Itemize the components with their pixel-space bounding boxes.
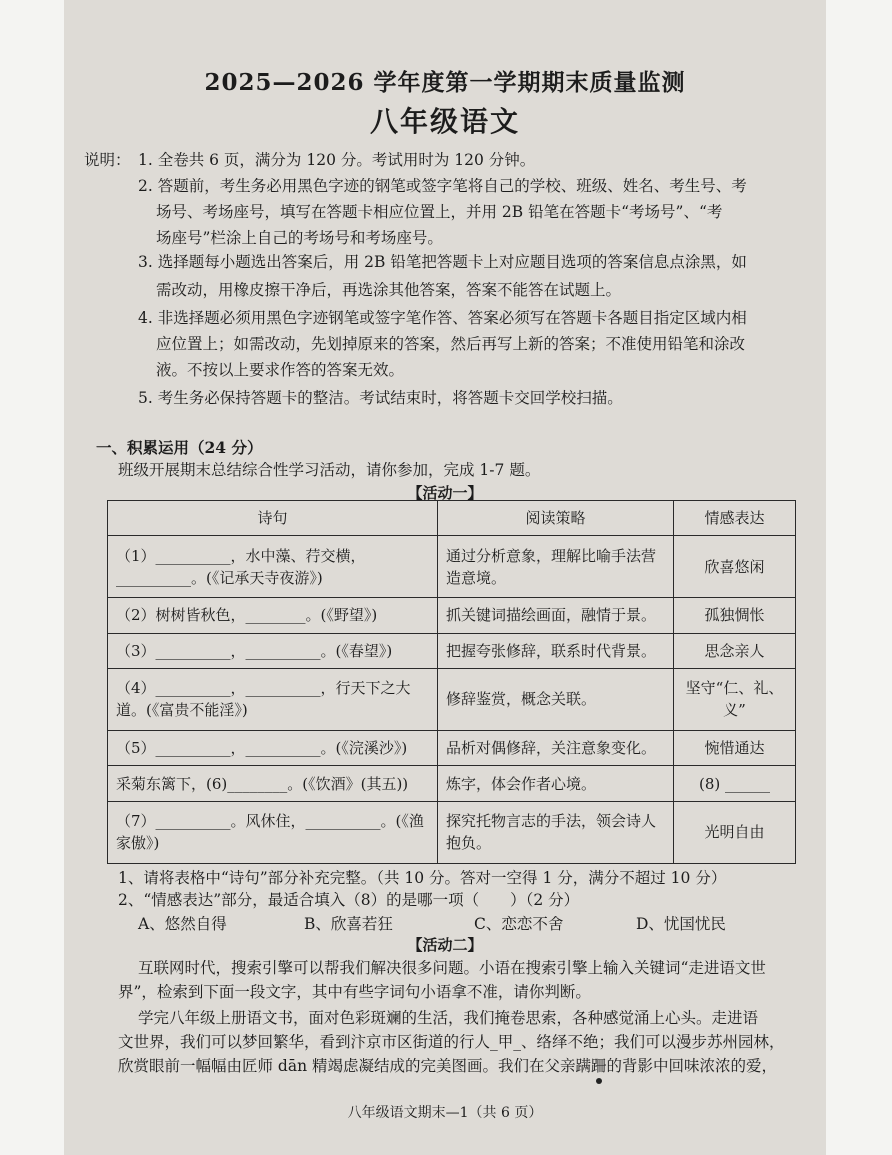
strategy-cell: 探究托物言志的手法，领会诗人抱负。 — [438, 801, 674, 863]
strategy-cell: 抓关键词描绘画面，融情于景。 — [438, 598, 674, 633]
strategy-cell: 修辞鉴赏，概念关联。 — [438, 668, 674, 730]
poem-cell[interactable]: （2）树树皆秋色，________。(《野望》) — [108, 598, 438, 633]
instruction-1: 1. 全卷共 6 页，满分为 120 分。考试用时为 120 分钟。 — [138, 151, 536, 169]
table-row — [108, 598, 796, 633]
activity-2-para1-line1: 互联网时代，搜索引擎可以帮我们解决很多问题。小语在搜索引擎上输入关键词“走进语文世 — [138, 959, 766, 977]
emotion-cell: 光明自由 — [674, 801, 796, 863]
instruction-2-cont: 场号、考场座号，填写在答题卡相应位置上，并用 2B 铅笔在答题卡“考场号”、“考 — [156, 203, 723, 221]
scan-margin-right — [826, 0, 892, 1155]
table-row — [108, 668, 796, 730]
question-1: 1、请将表格中“诗句”部分补充完整。（共 10 分。答对一空得 1 分，满分不超过 10 分） — [118, 869, 727, 887]
activity-2-para2-line2: 文世界，我们可以梦回繁华，看到汴京市区街道的行人_甲_、络绎不绝；我们可以漫步苏州园林， — [118, 1033, 785, 1051]
table-row — [108, 766, 796, 801]
emotion-cell: 坚守“仁、礼、义” — [674, 668, 796, 730]
header-emotion: 情感表达 — [674, 501, 796, 536]
header-poem: 诗句 — [108, 501, 438, 536]
section-intro: 班级开展期末总结综合性学习活动，请你参加，完成 1-7 题。 — [118, 461, 541, 479]
strategy-cell: 品析对偶修辞，关注意象变化。 — [438, 731, 674, 766]
table-row — [108, 536, 796, 598]
exam-title: 2025—2026 学年度第一学期期末质量监测 — [204, 69, 686, 96]
poem-cell[interactable]: 采菊东篱下，(6)________。(《饮酒》(其五)) — [108, 766, 438, 801]
poem-cell[interactable]: （5）__________，__________。(《浣溪沙》) — [108, 731, 438, 766]
exam-paper — [64, 0, 826, 1155]
poem-cell[interactable]: （1）__________，水中藻、荇交横，__________。(《记承天寺夜游》) — [108, 536, 438, 598]
activity-2-title: 【活动二】 — [407, 936, 483, 954]
strategy-cell: 通过分析意象，理解比喻手法营造意境。 — [438, 536, 674, 598]
option-b[interactable]: B、欣喜若狂 — [304, 915, 393, 933]
option-a[interactable]: A、悠然自得 — [138, 915, 227, 933]
activity-1-table — [107, 500, 796, 864]
emotion-cell: 孤独惆怅 — [674, 598, 796, 633]
instruction-5: 5. 考生务必保持答题卡的整洁。考试结束时，将答题卡交回学校扫描。 — [138, 389, 623, 407]
table-row — [108, 731, 796, 766]
activity-2-para2-line1: 学完八年级上册语文书，面对色彩斑斓的生活，我们掩卷思索，各种感觉涌上心头。走进语 — [138, 1009, 759, 1027]
table-header-row — [108, 501, 796, 536]
table-row — [108, 801, 796, 863]
scan-margin-left — [0, 0, 64, 1155]
exam-subject: 八年级语文 — [369, 105, 520, 138]
header-strategy: 阅读策略 — [438, 501, 674, 536]
activity-1-title: 【活动一】 — [407, 484, 483, 502]
section-heading: 一、积累运用（24 分） — [96, 438, 263, 457]
activity-2-para1-line2: 界”，检索到下面一段文字，其中有些字词句小语拿不准，请你判断。 — [118, 983, 591, 1001]
emotion-cell[interactable]: (8) ______ — [674, 766, 796, 801]
instruction-4-cont2: 液。不按以上要求作答的答案无效。 — [156, 361, 405, 379]
instructions-label: 说明： — [84, 151, 131, 169]
instruction-2-cont2: 场座号”栏涂上自己的考场号和考场座号。 — [156, 229, 443, 247]
poem-cell[interactable]: （7）__________。风休住，__________。(《渔家傲》) — [108, 801, 438, 863]
instruction-3: 3. 选择题每小题选出答案后，用 2B 铅笔把答题卡上对应题目选项的答案信息点涂黑，如 — [138, 253, 747, 271]
table-row — [108, 633, 796, 668]
strategy-cell: 炼字，体会作者心境。 — [438, 766, 674, 801]
emphasis-dot-mark — [596, 1078, 602, 1084]
activity-2-para2-line3: 欣赏眼前一幅幅由匠师 dān 精竭虑凝结成的完美图画。我们在父亲蹒跚的背影中回味浓浓的爱， — [118, 1057, 778, 1075]
instruction-2: 2. 答题前，考生务必用黑色字迹的钢笔或签字笔将自己的学校、班级、姓名、考生号、考 — [138, 177, 747, 195]
poem-cell[interactable]: （4）__________，__________，行天下之大道。(《富贵不能淫》) — [108, 668, 438, 730]
instruction-4-cont: 应位置上；如需改动，先划掉原来的答案，然后再写上新的答案；不准使用铅笔和涂改 — [156, 335, 746, 353]
instruction-3-cont: 需改动，用橡皮擦干净后，再选涂其他答案，答案不能答在试题上。 — [156, 281, 622, 299]
instruction-4: 4. 非选择题必须用黑色字迹钢笔或签字笔作答、答案必须写在答题卡各题目指定区域内相 — [138, 309, 747, 327]
page-footer: 八年级语文期末—1（共 6 页） — [347, 1105, 543, 1121]
emotion-cell: 欣喜悠闲 — [674, 536, 796, 598]
emotion-cell: 惋惜通达 — [674, 731, 796, 766]
option-c[interactable]: C、恋恋不舍 — [474, 915, 564, 933]
poem-cell[interactable]: （3）__________，__________。(《春望》) — [108, 633, 438, 668]
option-d[interactable]: D、忧国忧民 — [636, 915, 726, 933]
question-2: 2、“情感表达”部分，最适合填入（8）的是哪一项（ ）（2 分） — [118, 891, 580, 909]
strategy-cell: 把握夸张修辞，联系时代背景。 — [438, 633, 674, 668]
emotion-cell: 思念亲人 — [674, 633, 796, 668]
